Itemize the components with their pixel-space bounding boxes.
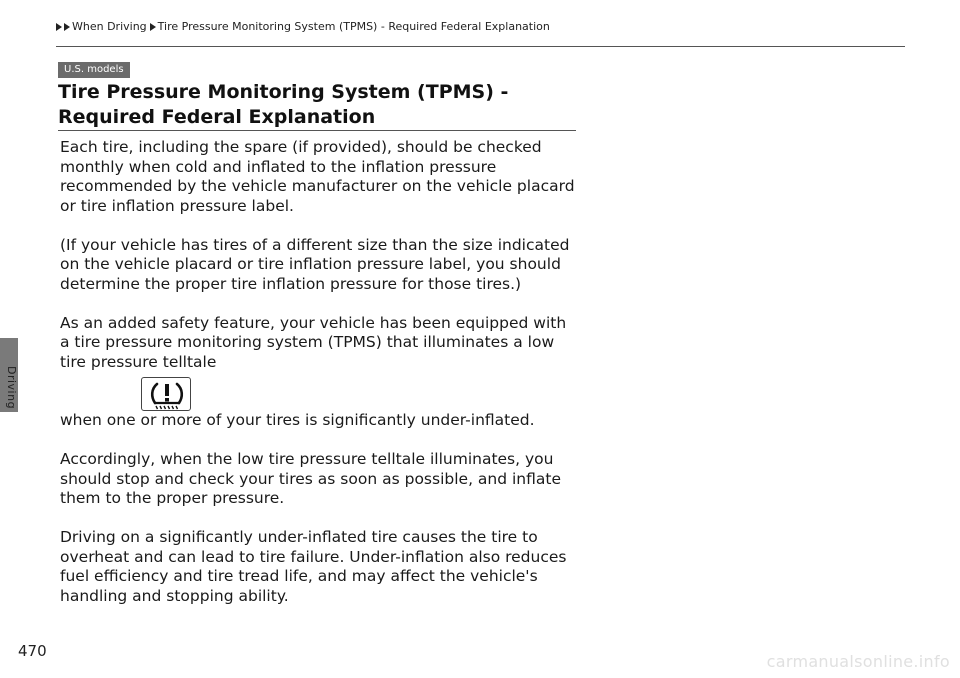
breadcrumb-arrow-icon — [150, 23, 156, 31]
section-side-label: Driving — [5, 366, 18, 410]
title-divider — [58, 130, 576, 131]
breadcrumb — [56, 20, 553, 33]
paragraph: Each tire, including the spare (if provided), should be checked monthly when cold and inflated to the inflation pressure recommended by the vehicle manufacturer on the vehicle placard or tire inflation pressure label. — [60, 138, 575, 215]
page-number: 470 — [18, 642, 47, 660]
footer-watermark: carmanualsonline.info — [766, 652, 950, 671]
paragraph: (If your vehicle has tires of a different size than the size indicated on the vehicle placard or tire inflation pressure label, you should determine the proper tire inflation pressure for those tires.) — [60, 235, 570, 293]
low-tire-pressure-icon — [141, 377, 191, 411]
region-badge: U.S. models — [58, 62, 130, 78]
paragraph: Driving on a significantly under-inflated tire causes the tire to overheat and can lead to tire failure. Under-inflation also reduces fuel efficiency and tire tread life, and may affect the vehicle's handling and stopping ability. — [60, 528, 567, 605]
paragraph: when one or more of your tires is significantly under-inflated. — [60, 411, 535, 429]
breadcrumb-arrow-icon — [64, 23, 70, 31]
breadcrumb-arrow-icon — [56, 23, 62, 31]
breadcrumb-item-when-driving[interactable]: When Driving — [72, 20, 147, 33]
paragraph: Accordingly, when the low tire pressure telltale illuminates, you should stop and check your tires as soon as possible, and inflate them to the proper pressure. — [60, 450, 562, 507]
paragraph: As an added safety feature, your vehicle has been equipped with a tire pressure monitoring system (TPMS) that illuminates a low tire pressure telltale — [60, 313, 567, 371]
breadcrumb-item-tpms[interactable]: Tire Pressure Monitoring System (TPMS) - Required Federal Explanation — [157, 20, 550, 33]
header-divider — [56, 46, 905, 47]
page-title: Tire Pressure Monitoring System (TPMS) - Required Federal Explanation — [58, 81, 509, 128]
body-text — [60, 138, 580, 626]
